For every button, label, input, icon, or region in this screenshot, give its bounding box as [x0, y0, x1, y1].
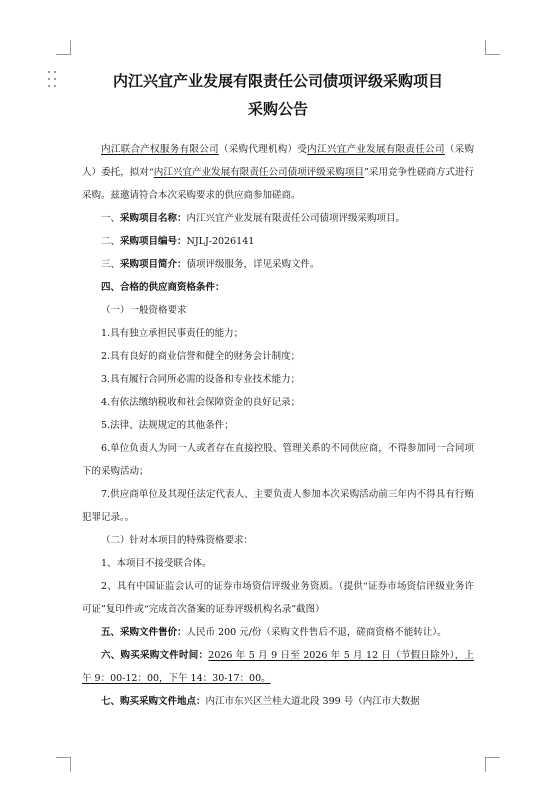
purchase-date-range: 2026 年 5 月 9 日至 2026 年 5 月 12 日 — [208, 650, 392, 661]
agency-name: 内江联合产权服务有限公司 — [101, 144, 219, 155]
general-requirements-heading: （一）一般资格要求 — [101, 305, 187, 316]
project-name: 内江兴宜产业发展有限责任公司债项评级采购项目 — [153, 167, 365, 178]
section-purchase-time: 六、购买采购文件时间：2026 年 5 月 9 日至 2026 年 5 月 12 日（节假日除外），上午 9：00-12：00，下午 14：30-17：00。 — [82, 650, 474, 684]
requirement-item: 4.有依法缴纳税收和社会保障资金的良好记录； — [101, 397, 301, 408]
purchaser-name: 内江兴宜产业发展有限责任公司 — [307, 144, 445, 155]
section-purchase-location: 七、购买采购文件地点：内江市东兴区兰桂大道北段 399 号（内江市大数据 — [101, 696, 420, 707]
intro-paragraph: 内江联合产权服务有限公司（采购代理机构）受内江兴宜产业发展有限责任公司（采购人）委托，拟对“内江兴宜产业发展有限责任公司债项评级采购项目”采用竞争性磋商方式进行采购。兹邀请符合本次采购要求的供应商参加磋商。 — [82, 144, 474, 201]
section-qualifications-heading: 四、合格的供应商资格条件： — [101, 282, 225, 293]
section-project-number: 二、采购项目编号：NJLJ-2026141 — [101, 236, 255, 247]
requirement-item: 1.具有独立承担民事责任的能力； — [101, 328, 244, 339]
requirement-item: 2.具有良好的商业信誉和健全的财务会计制度； — [101, 351, 301, 362]
purchase-hours: 上午 9：00-12：00，下午 14：30-17：00。 — [82, 650, 474, 684]
page-corner-top-right — [485, 40, 500, 55]
special-requirement-item: 1、本项目不接受联合体。 — [101, 558, 212, 569]
document-title-line-2: 采购公告 — [247, 100, 308, 118]
document-body — [82, 70, 474, 713]
page-corner-bottom-right — [485, 757, 500, 772]
section-document-price: 五、采购文件售价：人民币 200 元/份（采购文件售后不退，磋商资格不能转让）。 — [101, 627, 447, 638]
requirement-item: 5.法律、法规规定的其他条件； — [101, 420, 234, 431]
page-corner-bottom-left — [56, 757, 71, 772]
requirement-item: 7.供应商单位及其现任法定代表人、主要负责人参加本次采购活动前三年内不得具有行贿犯罪记录。。 — [82, 489, 474, 523]
page-corner-top-left — [56, 40, 71, 55]
special-requirements-heading: （二）针对本项目的特殊资格要求： — [101, 535, 254, 546]
special-requirement-item: 2、具有中国证监会认可的证券市场资信评级业务资质。（提供“证券市场资信评级业务许可证”复印件或“完成首次备案的证券评级机构名录”截图） — [82, 581, 474, 615]
requirement-item: 3.具有履行合同所必需的设备和专业技术能力； — [101, 374, 301, 385]
section-project-summary: 三、采购项目简介：债项评级服务，详见采购文件。 — [101, 259, 320, 270]
drag-handle-icon[interactable] — [48, 71, 58, 87]
section-project-name: 一、采购项目名称：内江兴宜产业发展有限责任公司债项评级采购项目。 — [101, 213, 406, 224]
document-title-line-1: 内江兴宜产业发展有限责任公司债项评级采购项目 — [112, 72, 443, 90]
requirement-item: 6.单位负责人为同一人或者存在直接控股、管理关系的不同供应商，不得参加同一合同项下的采购活动； — [82, 443, 474, 477]
